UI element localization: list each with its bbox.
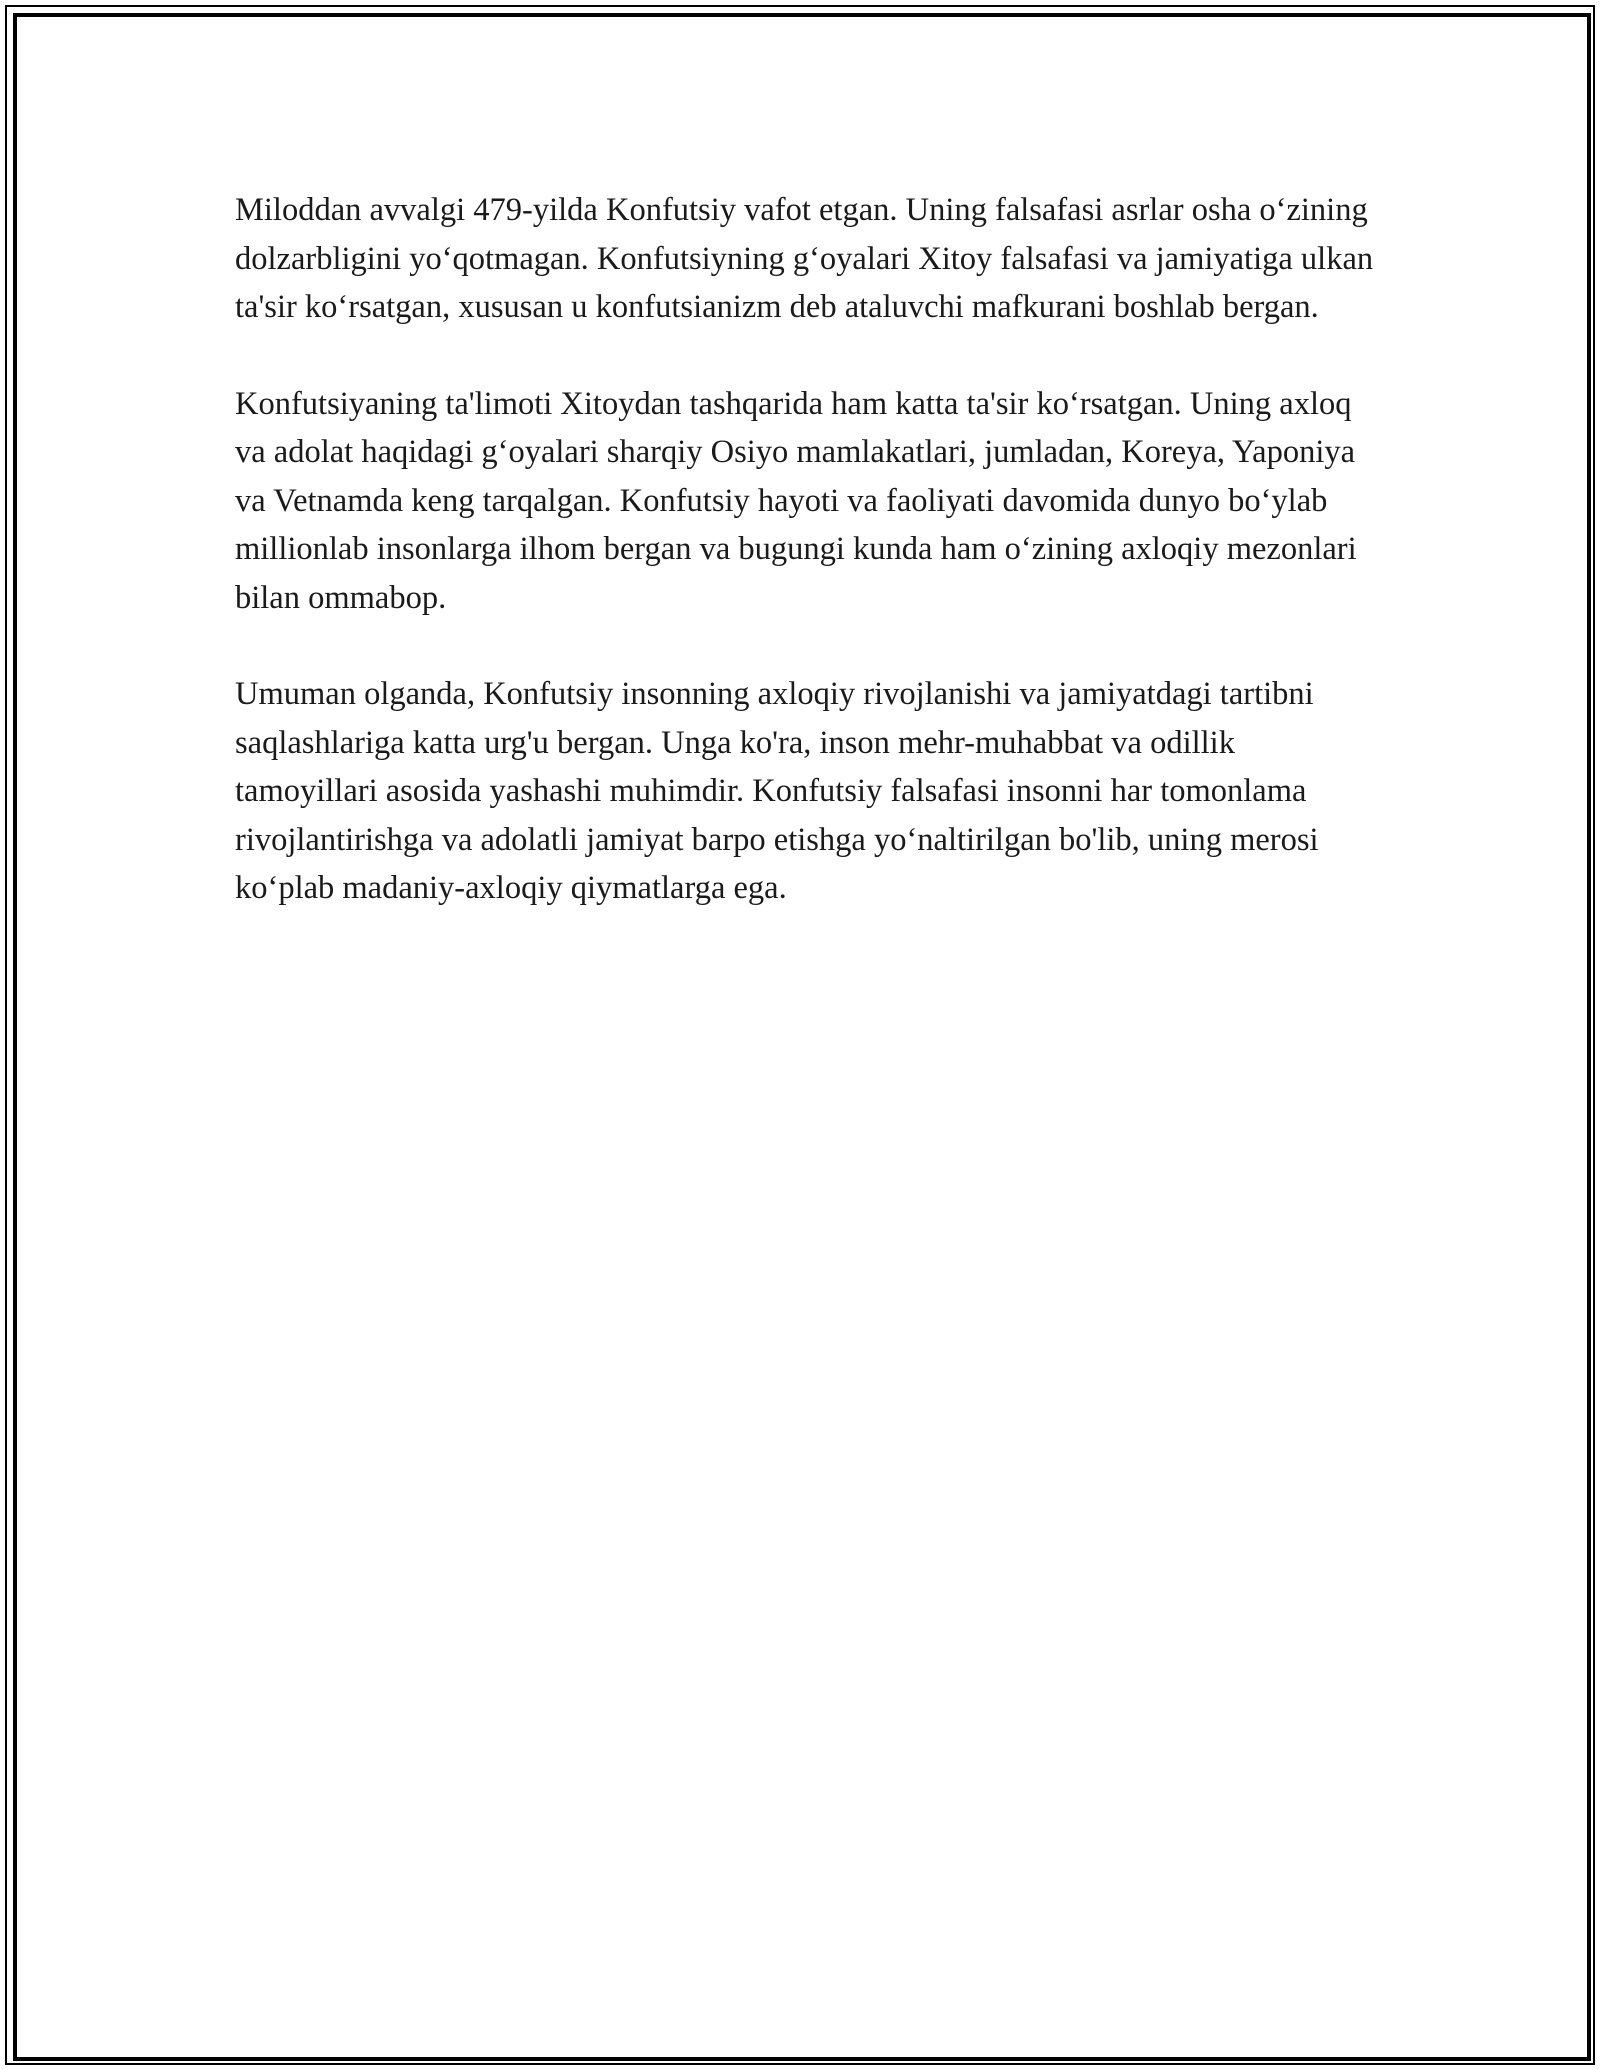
paragraph-2: Konfutsiyaning ta'limoti Xitoydan tashqarida ham katta ta'sir ko‘rsatgan. Uning axloq va adolat haqidagi g‘oyalari sharqiy Osiyo mamlakatlari, jumladan, Koreya, Yaponiya va Vetnamda keng tarqalgan. Konfutsiy hayoti va faoliyati davomida dunyo bo‘ylab millionlab insonlarga ilhom bergan va bugungi kunda ham o‘zining axloqiy mezonlari bilan ommabop.	[235, 385, 1357, 616]
document-body	[235, 186, 1375, 961]
paragraph-3: Umuman olganda, Konfutsiy insonning axloqiy rivojlanishi va jamiyatdagi tartibni saqlashlariga katta urg'u bergan. Unga ko'ra, inson mehr-muhabbat va odillik tamoyillari asosida yashashi muhimdir. Konfutsiy falsafasi insonni har tomonlama rivojlantirishga va adolatli jamiyat barpo etishga yo‘naltirilgan bo'lib, uning merosi ko‘plab madaniy-axloqiy qiymatlarga ega.	[235, 676, 1319, 906]
paragraph-1: Miloddan avvalgi 479-yilda Konfutsiy vafot etgan. Uning falsafasi asrlar osha o‘zining dolzarbligini yo‘qotmagan. Konfutsiyning g‘oyalari Xitoy falsafasi va jamiyatiga ulkan ta'sir ko‘rsatgan, xususan u konfutsianizm deb ataluvchi mafkurani boshlab bergan.	[235, 192, 1374, 325]
